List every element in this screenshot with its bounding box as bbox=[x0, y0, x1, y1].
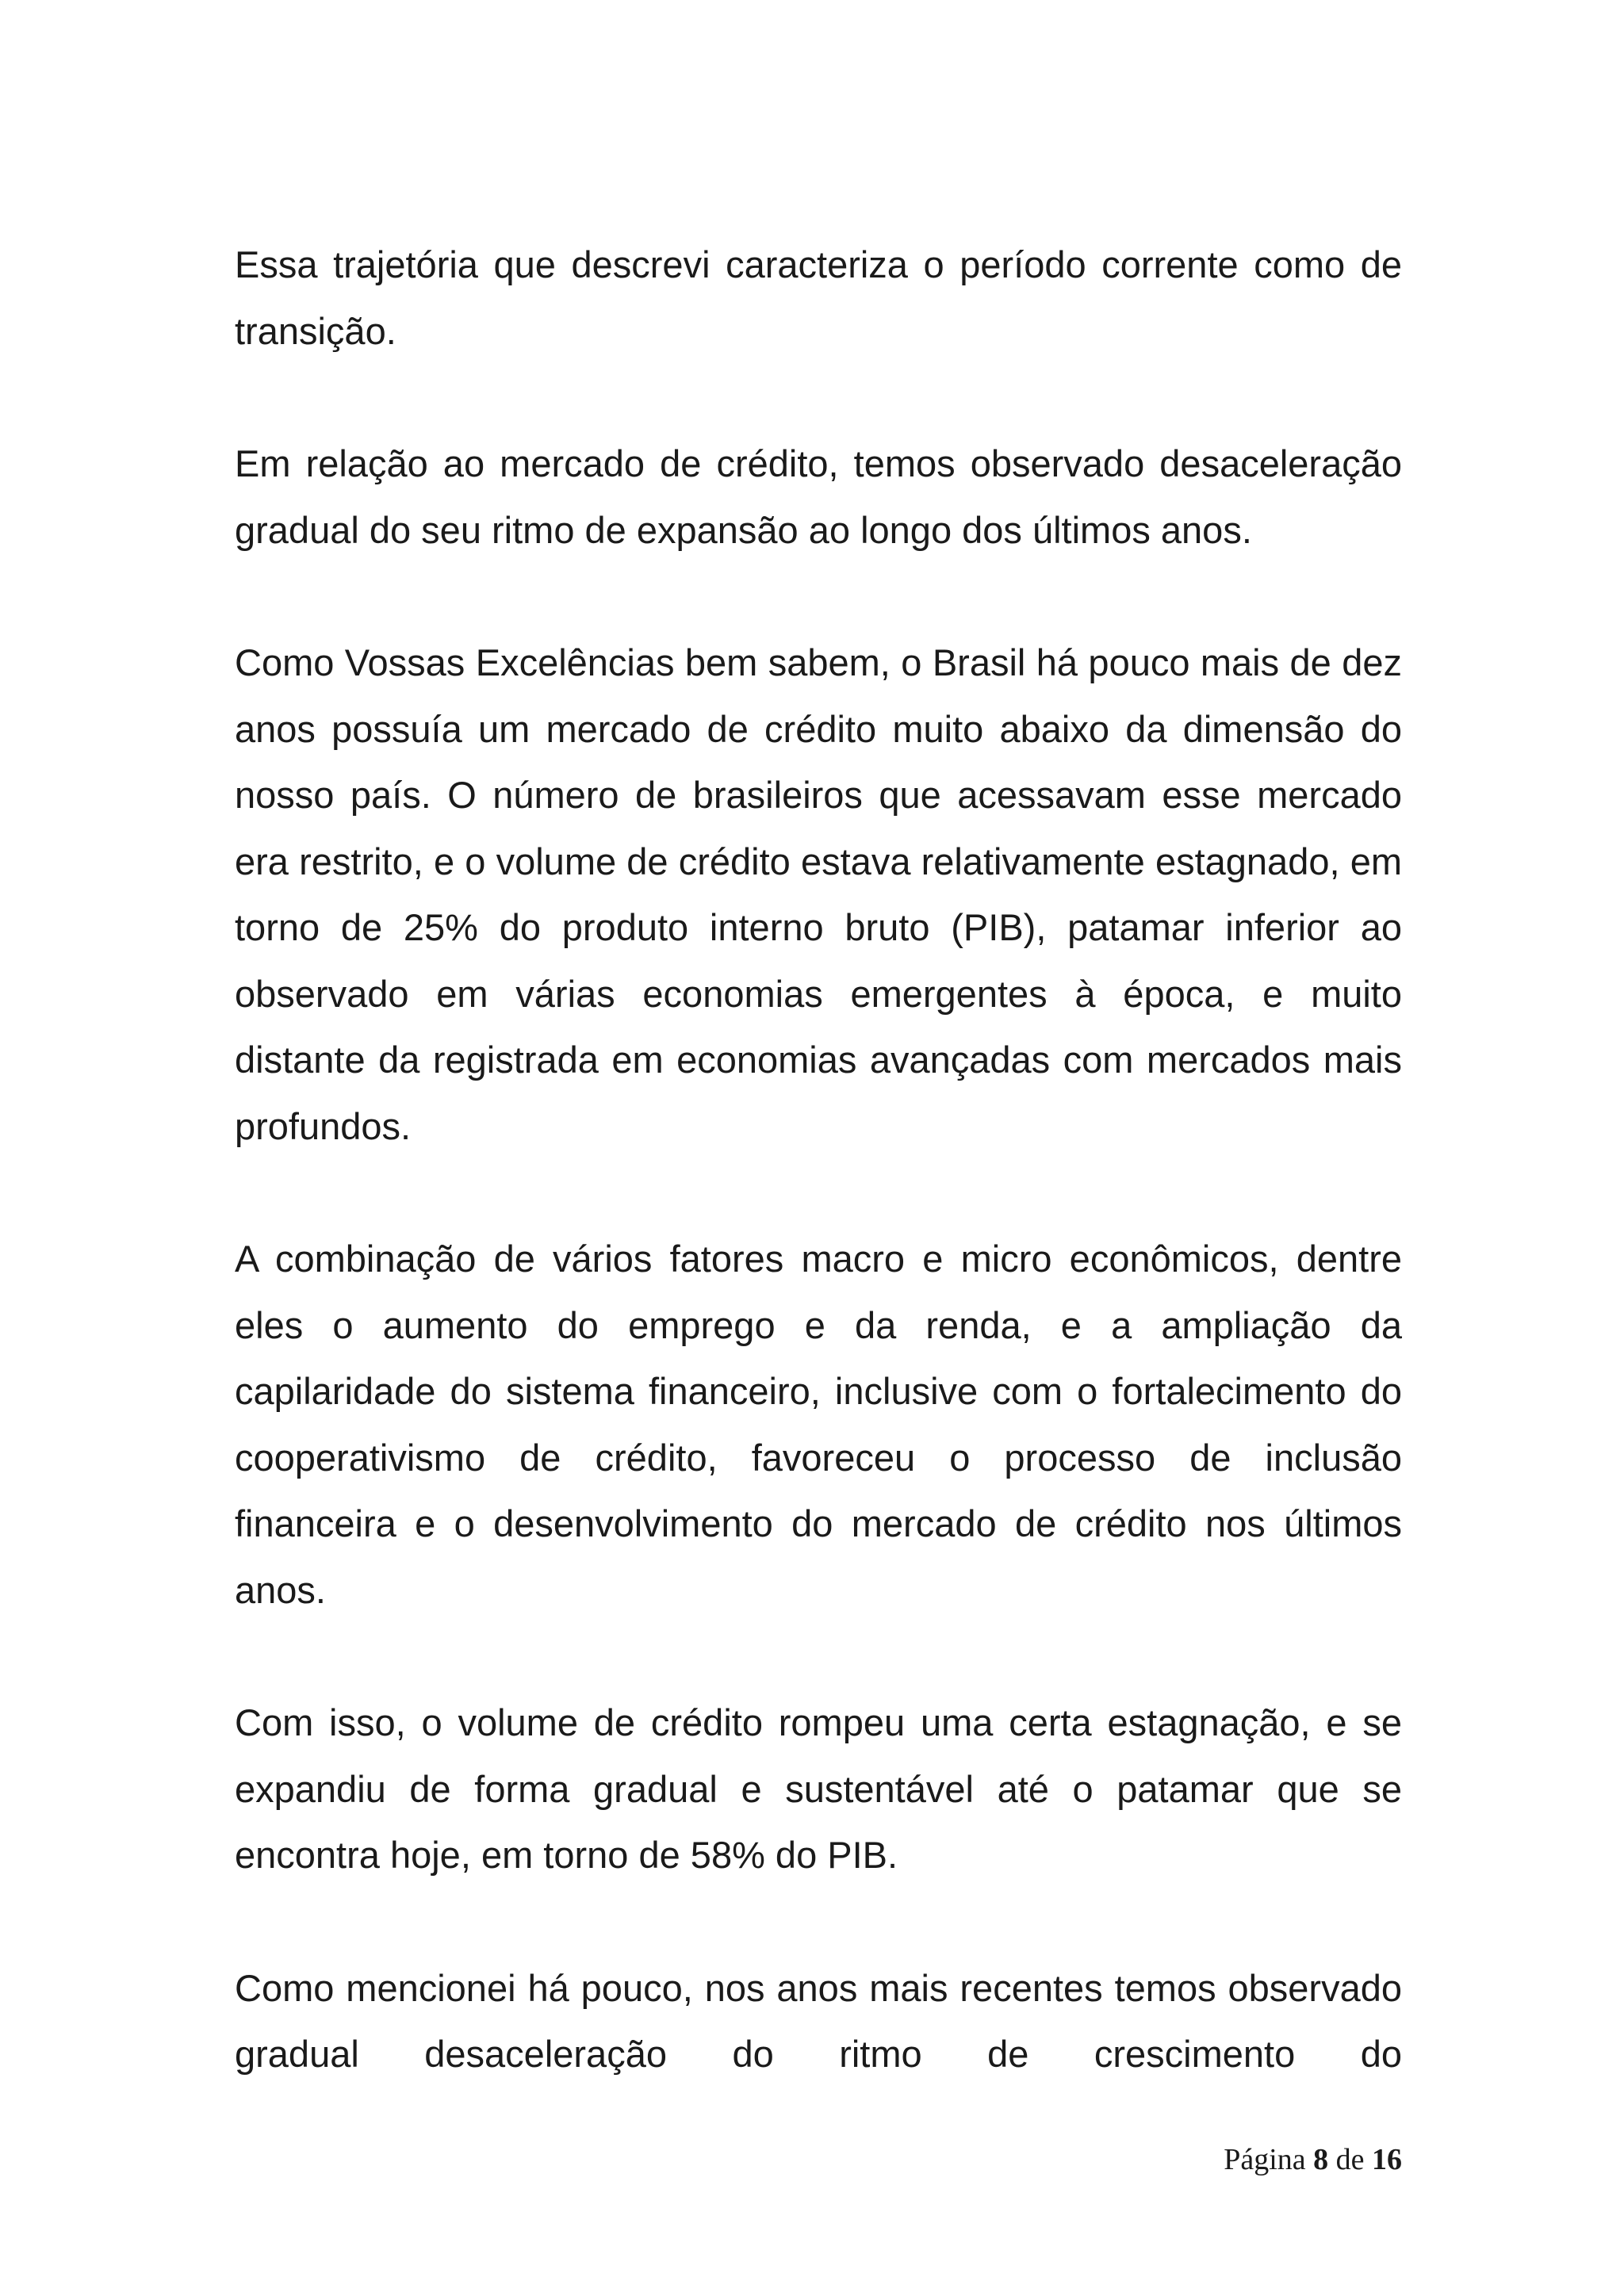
paragraph-6: Como mencionei há pouco, nos anos mais recentes temos observado gradual desaceleração do ritmo de crescimento do bbox=[235, 1966, 1402, 2075]
page-label: Página bbox=[1224, 2143, 1306, 2176]
current-page-number: 8 bbox=[1313, 2143, 1329, 2176]
paragraph-4: A combinação de vários fatores macro e micro econômicos, dentre eles o aumento do emprego e da renda, e a ampliação da capilaridade do sistema financeiro, inclusive com o fortalecimento do cooperativismo de crédito, favoreceu o processo de inclusão financeira e o desenvolvimento do mercado de crédito nos últimos anos. bbox=[235, 1238, 1402, 1611]
paragraph-2: Em relação ao mercado de crédito, temos observado desaceleração gradual do seu ritmo de expansão ao longo dos últimos anos. bbox=[235, 442, 1402, 551]
body-text bbox=[235, 232, 1402, 2154]
paragraph-3: Como Vossas Excelências bem sabem, o Brasil há pouco mais de dez anos possuía um mercado de crédito muito abaixo da dimensão do nosso país. O número de brasileiros que acessavam esse mercado era restrito, e o volume de crédito estava relativamente estagnado, em torno de 25% do produto interno bruto (PIB), patamar inferior ao observado em várias economias emergentes à época, e muito distante da registrada em economias avançadas com mercados mais profundos. bbox=[235, 641, 1402, 1147]
page-footer bbox=[1224, 2142, 1402, 2177]
paragraph-5: Com isso, o volume de crédito rompeu uma certa estagnação, e se expandiu de forma gradual e sustentável até o patamar que se encontra hoje, em torno de 58% do PIB. bbox=[235, 1701, 1402, 1876]
total-pages-number: 16 bbox=[1372, 2143, 1402, 2176]
of-label: de bbox=[1335, 2143, 1365, 2176]
paragraph-1: Essa trajetória que descrevi caracteriza o período corrente como de transição. bbox=[235, 243, 1402, 352]
